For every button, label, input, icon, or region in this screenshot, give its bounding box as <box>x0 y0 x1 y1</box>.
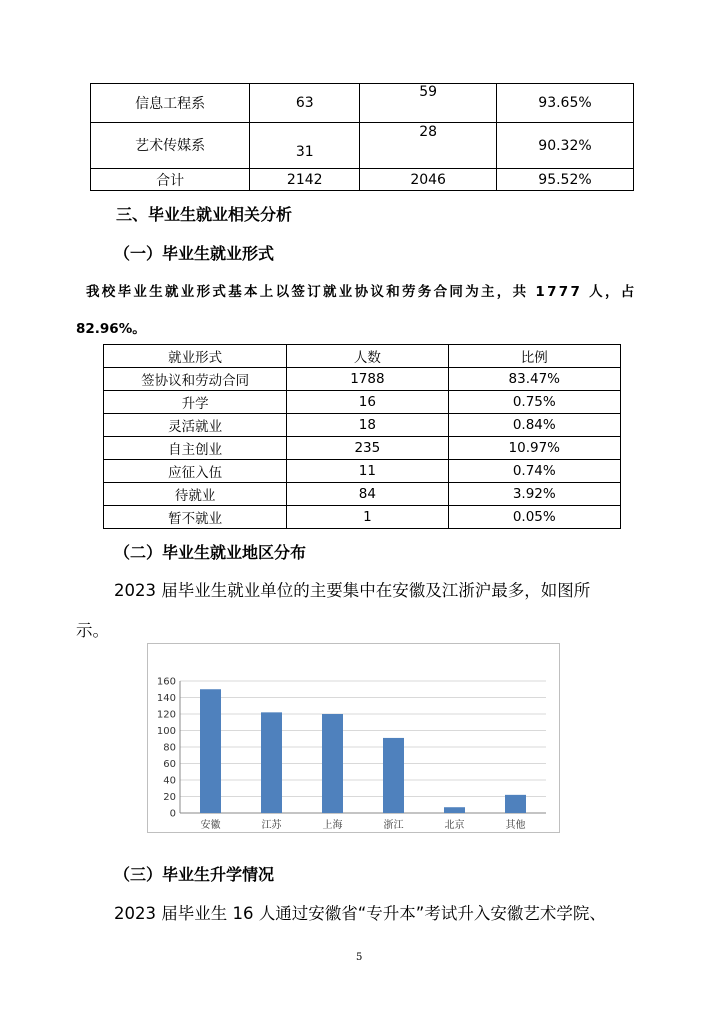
rate-cell <box>497 84 634 123</box>
page-number: 5 <box>356 952 363 963</box>
subsection-heading-1: （一）毕业生就业形式 <box>114 244 275 263</box>
dept-cell <box>91 84 250 123</box>
count-cell: 18 <box>287 414 448 437</box>
bar <box>383 738 404 813</box>
employment-form-table <box>103 344 621 529</box>
employed-cell <box>360 169 497 191</box>
ratio-cell: 83.47% <box>448 368 620 391</box>
x-tick-label: 江苏 <box>261 820 282 831</box>
table-row <box>104 391 621 414</box>
bar <box>261 712 282 813</box>
count-cell: 11 <box>287 460 448 483</box>
count-cell: 16 <box>287 391 448 414</box>
x-tick-label: 安徽 <box>200 820 221 831</box>
paragraph-line: 2023 届毕业生 16 人通过安徽省“专升本”考试升入安徽艺术学院、 <box>114 904 606 923</box>
employed-text: 2046 <box>410 171 446 188</box>
paragraph-line: 示。 <box>76 621 109 640</box>
bar <box>505 795 526 813</box>
paragraph-line: 82.96%。 <box>76 321 146 337</box>
ratio-cell: 10.97% <box>448 437 620 460</box>
total-cell <box>250 123 360 169</box>
ratio-cell: 0.75% <box>448 391 620 414</box>
y-tick-label: 80 <box>163 742 176 754</box>
dept-text: 艺术传媒系 <box>135 138 206 154</box>
section-heading: 三、毕业生就业相关分析 <box>116 205 293 224</box>
y-tick-label: 20 <box>163 792 176 803</box>
form-cell: 待就业 <box>104 483 287 506</box>
x-tick-label: 北京 <box>444 820 465 831</box>
dept-text: 信息工程系 <box>135 96 206 112</box>
subsection-heading-3: （三）毕业生升学情况 <box>114 865 275 884</box>
form-cell: 暂不就业 <box>104 506 287 529</box>
header-cell: 比例 <box>448 345 620 368</box>
rate-text: 95.52% <box>538 171 592 188</box>
dept-cell <box>91 123 250 169</box>
y-tick-label: 120 <box>156 709 176 721</box>
ratio-cell: 3.92% <box>448 483 620 506</box>
employed-text: 28 <box>419 124 438 140</box>
bar <box>322 714 343 813</box>
x-tick-label: 上海 <box>322 820 343 831</box>
table-row <box>104 437 621 460</box>
subsection-heading-2: （二）毕业生就业地区分布 <box>114 543 307 562</box>
table-row <box>104 506 621 529</box>
total-text: 31 <box>295 144 314 160</box>
department-employment-table <box>90 83 634 191</box>
table-header-row <box>104 345 621 368</box>
bar <box>444 807 465 813</box>
form-cell: 签协议和劳动合同 <box>104 368 287 391</box>
header-cell: 人数 <box>287 345 448 368</box>
paragraph-line: 2023 届毕业生就业单位的主要集中在安徽及江浙沪最多，如图所 <box>114 581 591 600</box>
chart-svg <box>148 644 559 832</box>
count-cell: 84 <box>287 483 448 506</box>
table-row <box>104 460 621 483</box>
count-cell: 1 <box>287 506 448 529</box>
count-cell: 1788 <box>287 368 448 391</box>
paragraph-line: 我校毕业生就业形式基本上以签订就业协议和劳务合同为主，共 1777 人，占 <box>86 284 637 300</box>
x-tick-label: 其他 <box>505 820 526 831</box>
bar <box>200 689 221 813</box>
employed-cell <box>360 123 497 169</box>
table-row <box>104 414 621 437</box>
ratio-cell: 0.74% <box>448 460 620 483</box>
table-row <box>91 84 634 123</box>
form-cell: 应征入伍 <box>104 460 287 483</box>
form-cell: 自主创业 <box>104 437 287 460</box>
y-tick-label: 160 <box>156 676 176 688</box>
total-text: 63 <box>295 95 314 111</box>
rate-cell <box>497 123 634 169</box>
y-tick-label: 140 <box>156 693 176 704</box>
dept-text: 合计 <box>156 172 185 189</box>
ratio-cell: 0.05% <box>448 506 620 529</box>
rate-text: 93.65% <box>538 95 592 111</box>
y-tick-label: 100 <box>156 726 176 737</box>
employed-cell <box>360 84 497 123</box>
count-cell: 235 <box>287 437 448 460</box>
total-cell <box>250 84 360 123</box>
rate-cell <box>497 169 634 191</box>
table-row <box>91 123 634 169</box>
table-row <box>104 483 621 506</box>
total-cell <box>250 169 360 191</box>
total-text: 2142 <box>286 171 323 188</box>
x-tick-label: 浙江 <box>383 820 404 831</box>
ratio-cell: 0.84% <box>448 414 620 437</box>
form-cell: 灵活就业 <box>104 414 287 437</box>
form-cell: 升学 <box>104 391 287 414</box>
table-row <box>104 368 621 391</box>
table-row <box>91 169 634 191</box>
dept-cell <box>91 169 250 191</box>
region-distribution-chart <box>147 643 560 833</box>
header-cell: 就业形式 <box>104 345 287 368</box>
employed-text: 59 <box>419 84 438 100</box>
y-tick-label: 0 <box>169 808 176 820</box>
y-tick-label: 60 <box>163 759 176 770</box>
rate-text: 90.32% <box>538 137 592 154</box>
y-tick-label: 40 <box>163 775 176 787</box>
